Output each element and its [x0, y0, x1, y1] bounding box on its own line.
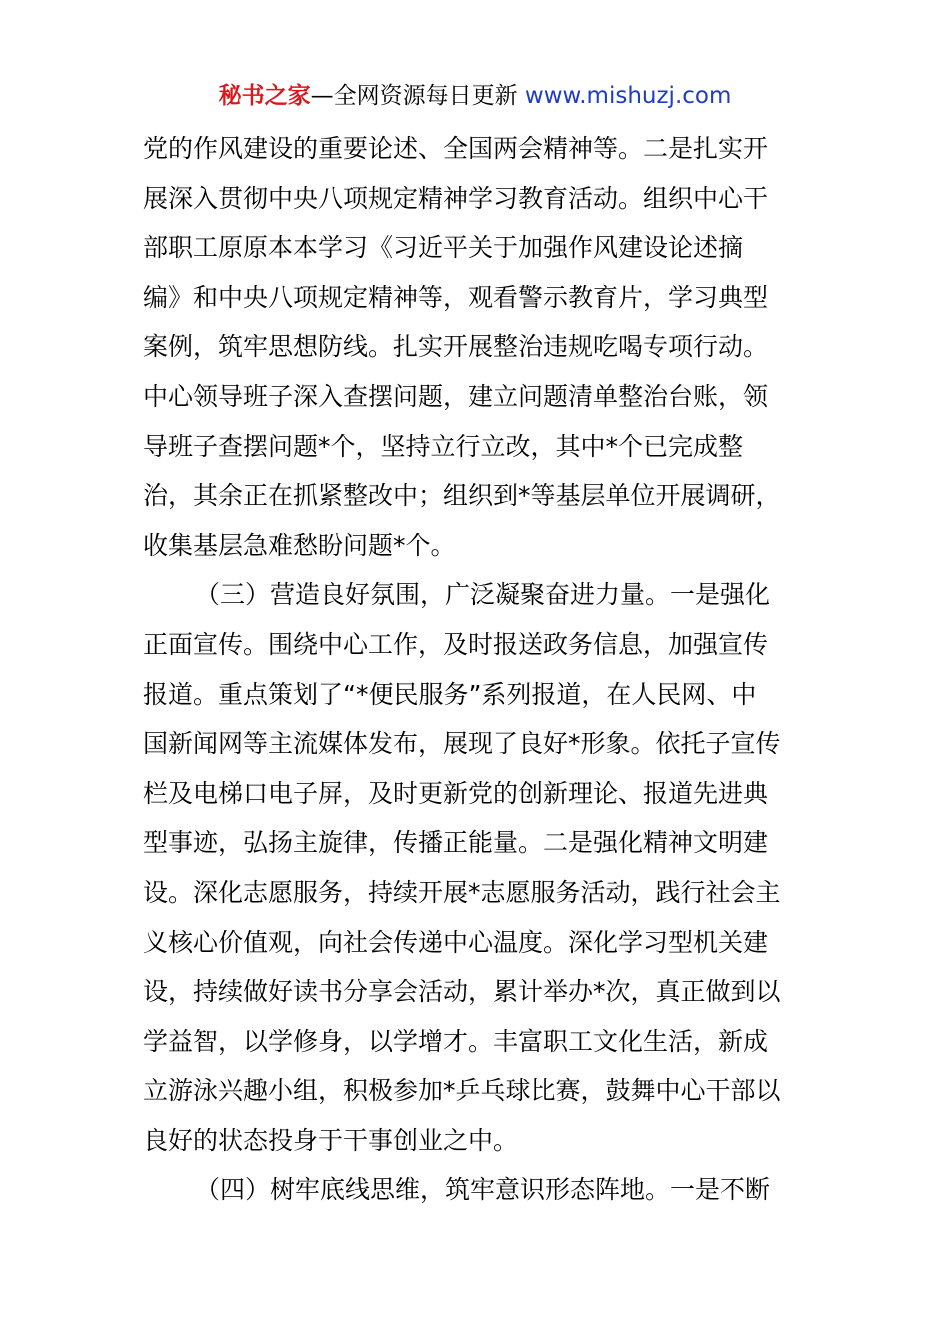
text-line: 展深入贯彻中央八项规定精神学习教育活动。组织中心干	[143, 183, 769, 213]
text-line: 义核心价值观，向社会传递中心温度。深化学习型机关建	[143, 927, 769, 957]
text-line: 导班子查摆问题*个，坚持立行立改，其中*个已完成整	[143, 431, 744, 461]
document-body	[143, 124, 813, 1215]
section-heading-line: （三）营造良好氛围，广泛凝聚奋进力量。一是强化	[195, 580, 771, 610]
text-line: 编》和中央八项规定精神等，观看警示教育片，学习典型	[143, 282, 769, 312]
text-line: 部职工原原本本学习《习近平关于加强作风建设论述摘	[143, 233, 744, 263]
text-line: 型事迹，弘扬主旋律，传播正能量。二是强化精神文明建	[143, 828, 769, 858]
text-line: 立游泳兴趣小组，积极参加*乒乓球比赛，鼓舞中心干部以	[143, 1076, 781, 1106]
text-line: 学益智，以学修身，以学增才。丰富职工文化生活，新成	[143, 1026, 769, 1056]
text-line: 栏及电梯口电子屏，及时更新党的创新理论、报道先进典	[143, 778, 769, 808]
site-slogan: —全网资源每日更新	[310, 83, 525, 109]
text-line: 设。深化志愿服务，持续开展*志愿服务活动，践行社会主	[143, 877, 781, 907]
text-line: 报道。重点策划了“*便民服务”系列报道，在人民网、中	[143, 679, 757, 709]
text-line: 设，持续做好读书分享会活动，累计举办*次，真正做到以	[143, 977, 781, 1007]
text-line: 案例，筑牢思想防线。扎实开展整治违规吃喝专项行动。	[143, 332, 769, 362]
text-line: 党的作风建设的重要论述、全国两会精神等。二是扎实开	[143, 134, 769, 163]
text-line: 良好的状态投身于干事创业之中。	[143, 1125, 519, 1155]
text-line: 正面宣传。围绕中心工作，及时报送政务信息，加强宣传	[143, 629, 769, 659]
section-heading-line: （四）树牢底线思维，筑牢意识形态阵地。一是不断	[195, 1175, 771, 1205]
text-line: 国新闻网等主流媒体发布，展现了良好*形象。依托子宣传	[143, 729, 781, 759]
site-brand: 秘书之家	[218, 83, 311, 109]
text-line: 治，其余正在抓紧整改中；组织到*等基层单位开展调研，	[143, 481, 781, 511]
page-header	[0, 80, 950, 112]
site-url[interactable]: www.mishuzj.com	[524, 83, 732, 109]
text-line: 中心领导班子深入查摆问题，建立问题清单整治台账，领	[143, 381, 769, 411]
text-line: 收集基层急难愁盼问题*个。	[143, 530, 456, 560]
